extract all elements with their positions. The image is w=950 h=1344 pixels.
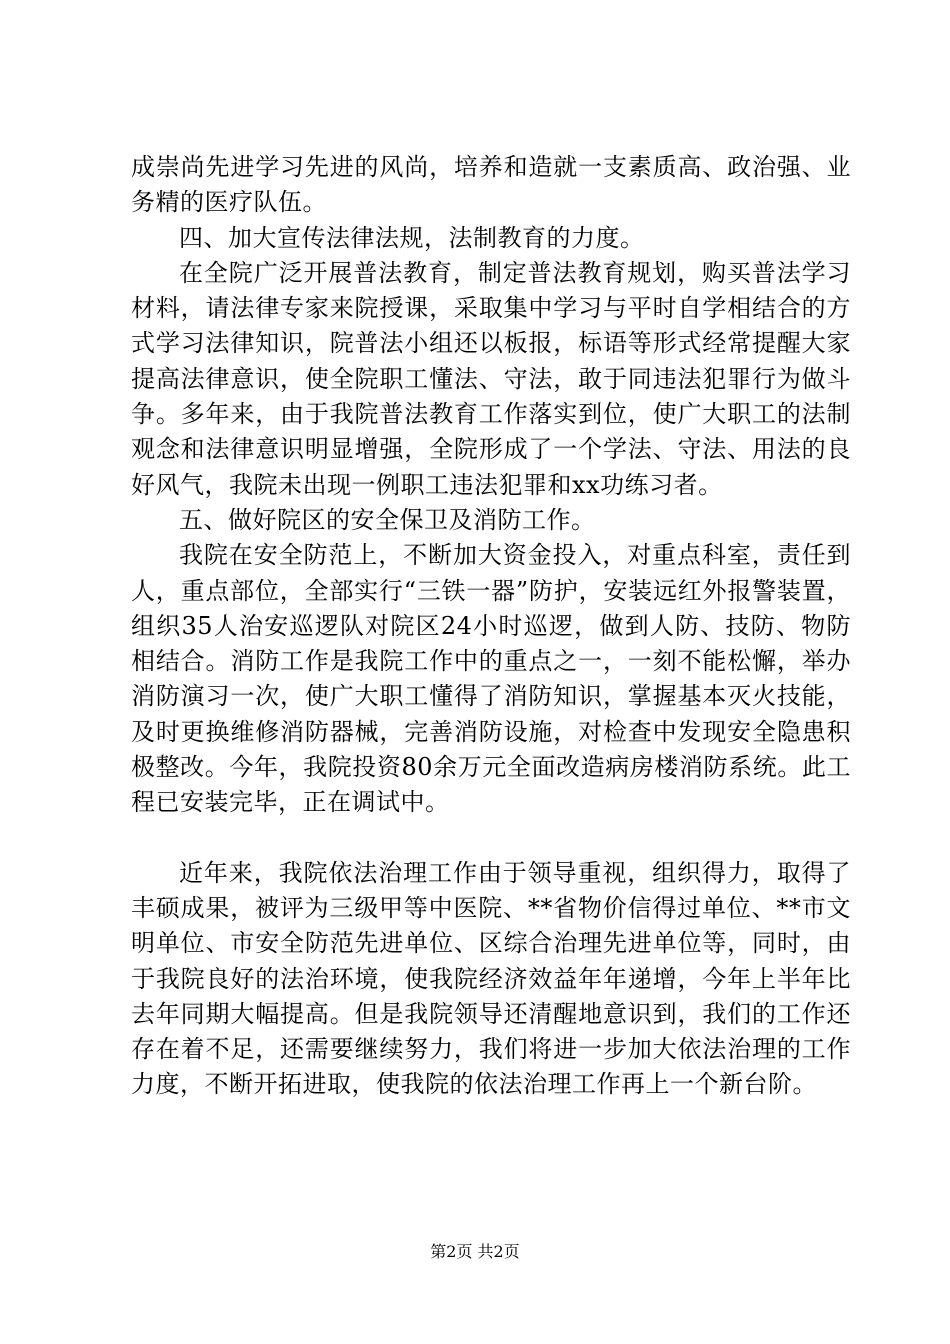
page-footer: 第2页 共2页 <box>430 1242 520 1261</box>
paragraph-conclusion: 近年来，我院依法治理工作由于领导重视，组织得力，取得了丰硕成果，被评为三级甲等中医院、**省物价信得过单位、**市文明单位、市安全防范先进单位、区综合治理先进单位等，同时，由于我院良好的法治环境，使我院经济效益年年递增，今年上半年比去年同期大幅提高。但是我院领导还清醒地意识到，我们的工作还存在着不足，还需要继续努力，我们将进一步加大依法治理的工作力度，不断开拓进取，使我院的依法治理工作再上一个新台阶。 <box>131 858 851 1099</box>
section-heading-5: 五、做好院区的安全保卫及消防工作。 <box>179 505 596 534</box>
document-body <box>131 150 851 1103</box>
paragraph-1: 成崇尚先进学习先进的风尚，培养和造就一支素质高、政治强、业务精的医疗队伍。 <box>131 153 851 217</box>
section-heading-4: 四、加大宣传法律法规，法制教育的力度。 <box>179 223 645 252</box>
paragraph-3: 我院在安全防范上，不断加大资金投入，对重点科室，责任到人，重点部位，全部实行“三铁一器”防护，安装远红外报警装置，组织35人治安巡逻队对院区24小时巡逻，做到人防、技防、物防相结合。消防工作是我院工作中的重点之一，一刻不能松懈，举办消防演习一次，使广大职工懂得了消防知识，掌握基本灭火技能，及时更换维修消防器械，完善消防设施，对检查中发现安全隐患积极整改。今年，我院投资80余万元全面改造病房楼消防系统。此工程已安装完毕，正在调试中。 <box>131 541 851 817</box>
paragraph-spacer <box>131 821 851 856</box>
paragraph-2: 在全院广泛开展普法教育，制定普法教育规划，购买普法学习材料，请法律专家来院授课，采取集中学习与平时自学相结合的方式学习法律知识，院普法小组还以板报，标语等形式经常提醒大家提高法律意识，使全院职工懂法、守法，敢于同违法犯罪行为做斗争。多年来，由于我院普法教育工作落实到位，使广大职工的法制观念和法律意识明显增强，全院形成了一个学法、守法、用法的良好风气，我院未出现一例职工违法犯罪和xx功练习者。 <box>131 258 851 499</box>
